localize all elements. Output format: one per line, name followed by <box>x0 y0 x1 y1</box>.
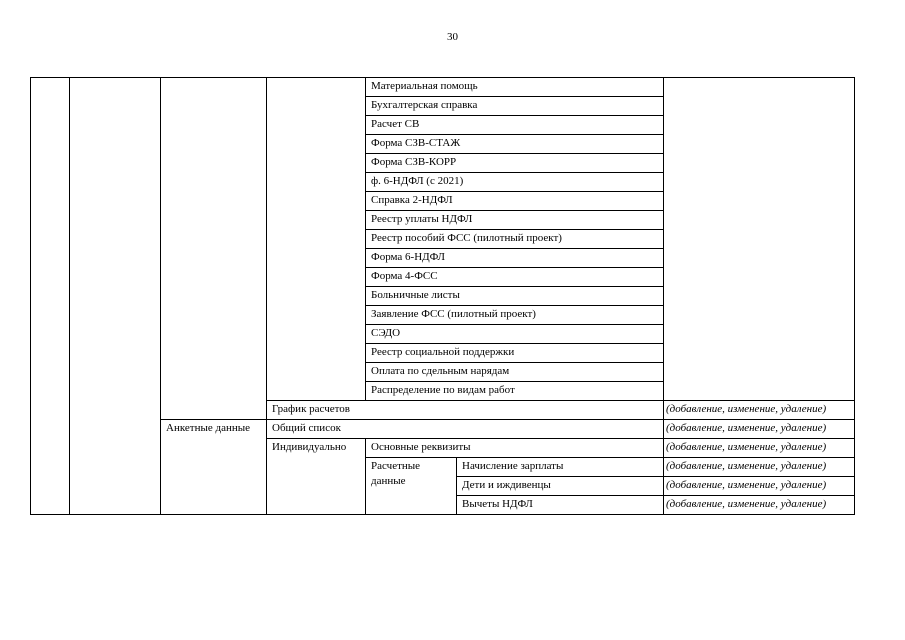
main-details-note: (добавление, изменение, удаление) <box>664 439 855 458</box>
individual-label: Индивидуально <box>267 439 366 515</box>
report-item: Форма 6-НДФЛ <box>366 249 664 268</box>
calc-row-note: (добавление, изменение, удаление) <box>664 458 855 477</box>
report-item: Материальная помощь <box>366 78 664 97</box>
calc-data-label: Расчетные данные <box>366 458 457 515</box>
report-item: Справка 2-НДФЛ <box>366 192 664 211</box>
access-rights-table <box>30 77 855 515</box>
calc-row-label: Вычеты НДФЛ <box>457 496 664 515</box>
rights-empty-cell <box>664 78 855 401</box>
main-details-label: Основные реквизиты <box>366 439 664 458</box>
profile-data-label: Анкетные данные <box>161 420 267 515</box>
report-item: Распределение по видам работ <box>366 382 664 401</box>
report-item: Оплата по сдельным нарядам <box>366 363 664 382</box>
report-item: Форма 4-ФСС <box>366 268 664 287</box>
report-item: Заявление ФСС (пилотный проект) <box>366 306 664 325</box>
calc-row-note: (добавление, изменение, удаление) <box>664 477 855 496</box>
report-item: Реестр уплаты НДФЛ <box>366 211 664 230</box>
report-item: Бухгалтерская справка <box>366 97 664 116</box>
report-item: Расчет СВ <box>366 116 664 135</box>
report-item: Реестр социальной поддержки <box>366 344 664 363</box>
col-4-cell <box>267 78 366 401</box>
calc-row-label: Дети и иждивенцы <box>457 477 664 496</box>
payment-schedule-label: График расчетов <box>267 401 664 420</box>
col-2-cell <box>70 78 161 515</box>
report-item: ф. 6-НДФЛ (с 2021) <box>366 173 664 192</box>
report-item: Форма СЗВ-СТАЖ <box>366 135 664 154</box>
general-list-note: (добавление, изменение, удаление) <box>664 420 855 439</box>
report-item: Больничные листы <box>366 287 664 306</box>
calc-row-label: Начисление зарплаты <box>457 458 664 477</box>
calc-row-note: (добавление, изменение, удаление) <box>664 496 855 515</box>
payment-schedule-note: (добавление, изменение, удаление) <box>664 401 855 420</box>
report-item: Форма СЗВ-КОРР <box>366 154 664 173</box>
general-list-label: Общий список <box>267 420 664 439</box>
col-1-cell <box>31 78 70 515</box>
report-item: СЭДО <box>366 325 664 344</box>
col-3-cell <box>161 78 267 420</box>
page-number: 30 <box>447 31 458 43</box>
report-item: Реестр пособий ФСС (пилотный проект) <box>366 230 664 249</box>
